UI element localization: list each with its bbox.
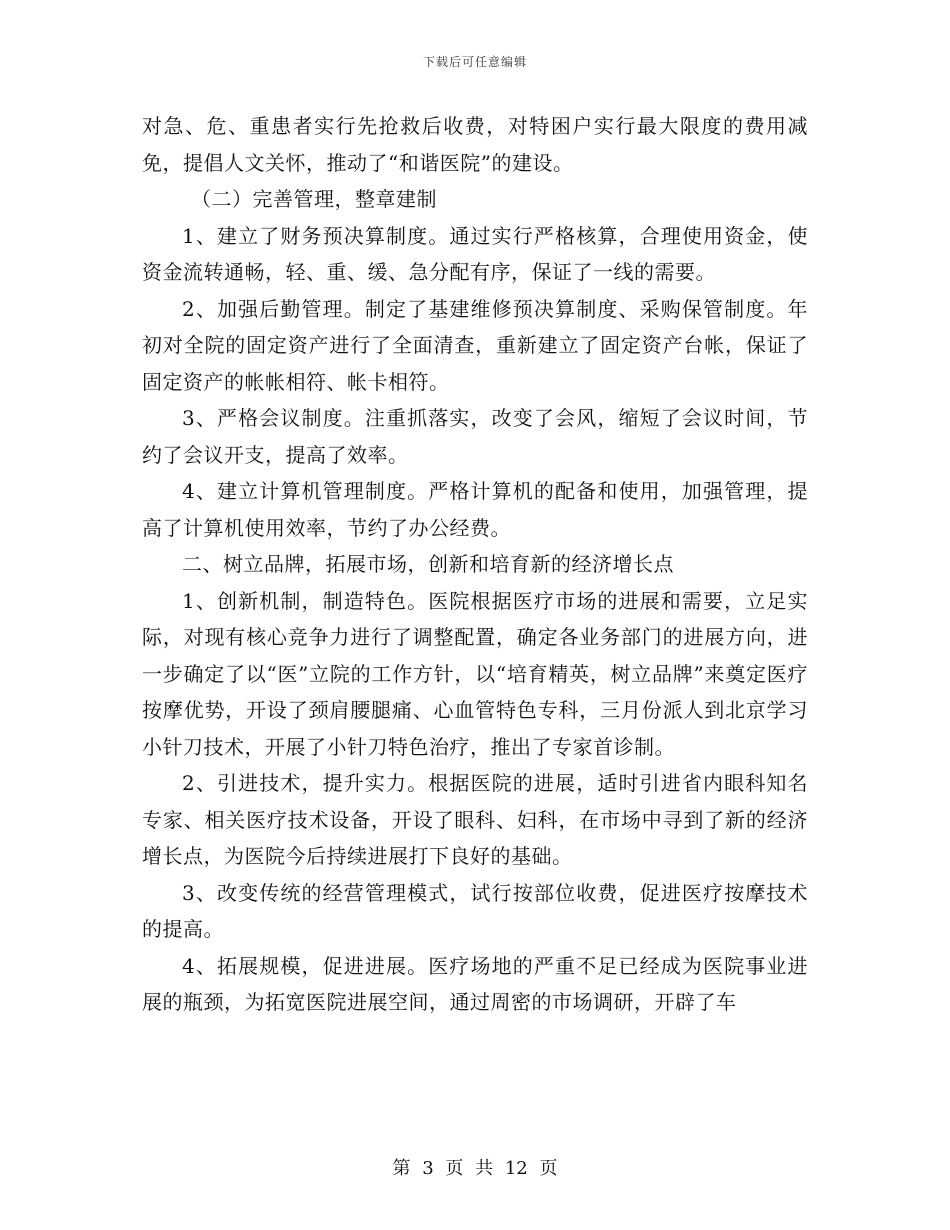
paragraph-management-model: 3、改变传统的经营管理模式，试行按部位收费，促进医疗按摩技术的提高。 xyxy=(142,880,808,941)
paragraph-innovation: 1、创新机制，制造特色。医院根据医疗市场的进展和需要，立足实际，对现有核心竞争力进行了调整配置，确定各业务部门的进展方向，进一步确定了以“医”立院的工作方针，以“培育精英，树立品牌”来奠定医疗按摩优势，开设了颈肩腰腿痛、心血管特色专科，三月份派人到北京学习小针刀技术，开展了小针刀特色治疗，推出了专家首诊制。 xyxy=(142,588,808,759)
paragraph-finance: 1、建立了财务预决算制度。通过实行严格核算，合理使用资金，使资金流转通畅，轻、重、缓、急分配有序，保证了一线的需要。 xyxy=(142,223,808,284)
paragraph-expansion: 4、拓展规模，促进进展。医疗场地的严重不足已经成为医院事业进展的瓶颈，为拓宽医院进展空间，通过周密的市场调研，开辟了车 xyxy=(142,953,808,1014)
paragraph-technology: 2、引进技术，提升实力。根据医院的进展，适时引进省内眼科知名专家、相关医疗技术设备，开设了眼科、妇科，在市场中寻到了新的经济增长点，为医院今后持续进展打下良好的基础。 xyxy=(142,771,808,868)
paragraph-meetings: 3、严格会议制度。注重抓落实，改变了会风，缩短了会议时间，节约了会议开支，提高了效率。 xyxy=(142,406,808,467)
page-number: 第 3 页 共 12 页 xyxy=(392,1158,558,1179)
paragraph-computers: 4、建立计算机管理制度。严格计算机的配备和使用，加强管理，提高了计算机使用效率，节约了办公经费。 xyxy=(142,479,808,540)
paragraph-logistics: 2、加强后勤管理。制定了基建维修预决算制度、采购保管制度。年初对全院的固定资产进行了全面清查，重新建立了固定资产台帐，保证了固定资产的帐帐相符、帐卡相符。 xyxy=(142,296,808,394)
paragraph-continuation: 对急、危、重患者实行先抢救后收费，对特困户实行最大限度的费用减免，提倡人文关怀，推动了“和谐医院”的建设。 xyxy=(142,114,808,175)
document-body xyxy=(142,108,808,1021)
section-heading-management: （二）完善管理，整章建制 xyxy=(191,187,437,211)
section-heading-brand: 二、树立品牌，拓展市场，创新和培育新的经济增长点 xyxy=(182,552,674,576)
page-header-note: 下载后可任意编辑 xyxy=(422,55,527,69)
